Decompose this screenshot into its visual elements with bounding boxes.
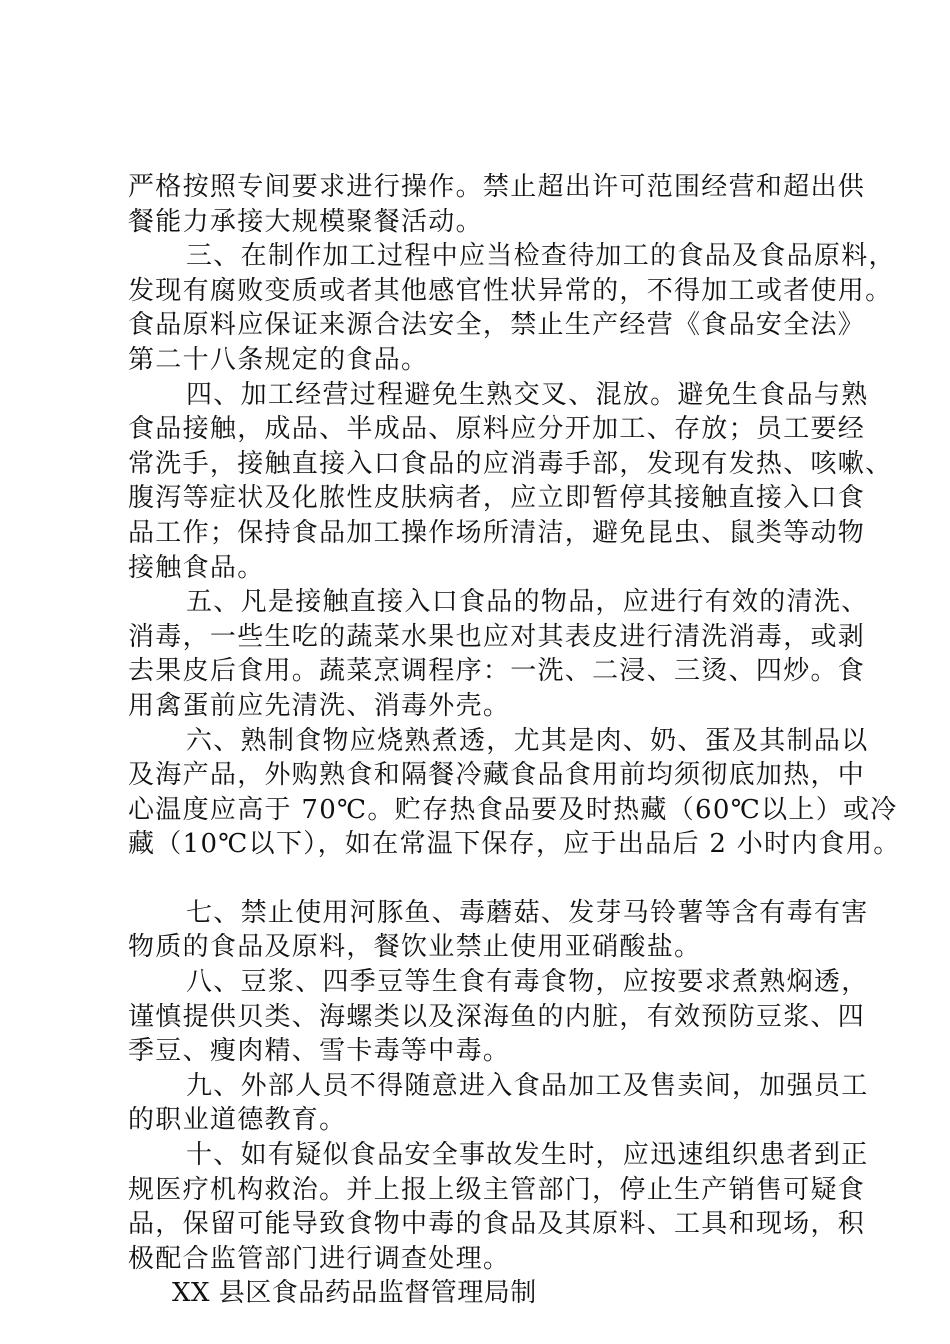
paragraph-item-8 bbox=[128, 965, 869, 1069]
paragraph-item-3 bbox=[128, 239, 896, 377]
text-line: 谨慎提供贝类、海螺类以及深海鱼的内脏，有效预防豆浆、四 bbox=[128, 1001, 866, 1032]
text-line: 接触食品。 bbox=[128, 552, 265, 583]
text-line: 九、外部人员不得随意进入食品加工及售卖间，加强员工 bbox=[186, 1070, 869, 1101]
paragraph-item-4 bbox=[128, 378, 893, 586]
text-line: 第二十八条规定的食品。 bbox=[128, 344, 429, 375]
text-line: 去果皮后食用。蔬菜烹调程序：一洗、二浸、三烫、四炒。食 bbox=[128, 656, 866, 687]
text-line: 五、凡是接触直接入口食品的物品，应进行有效的清洗、 bbox=[186, 587, 869, 618]
text-line: 八、豆浆、四季豆等生食有毒食物，应按要求煮熟焖透， bbox=[186, 967, 869, 998]
text-line: 消毒，一些生吃的蔬菜水果也应对其表皮进行清洗消毒，或剥 bbox=[128, 621, 866, 652]
blank-line bbox=[128, 862, 832, 896]
text-line: 的职业道德教育。 bbox=[128, 1105, 347, 1136]
text-line: 常洗手，接触直接入口食品的应消毒手部，发现有发热、咳嗽、 bbox=[128, 448, 893, 479]
text-line: 用禽蛋前应先清洗、消毒外壳。 bbox=[128, 690, 511, 721]
text-line: 餐能力承接大规模聚餐活动。 bbox=[128, 206, 483, 237]
text-line: 季豆、瘦肉精、雪卡毒等中毒。 bbox=[128, 1036, 511, 1067]
paragraph bbox=[128, 170, 866, 239]
text-line: 藏（10℃以下），如在常温下保存，应于出品后 2 小时内食用。 bbox=[128, 829, 901, 860]
text-line: 极配合监管部门进行调查处理。 bbox=[128, 1243, 511, 1274]
paragraph-item-6 bbox=[128, 724, 901, 862]
text-line: 品，保留可能导致食物中毒的食品及其原料、工具和现场，积 bbox=[128, 1209, 866, 1240]
paragraph-item-9 bbox=[128, 1069, 869, 1138]
text-line: 品工作；保持食品加工操作场所清洁，避免昆虫、鼠类等动物 bbox=[128, 517, 866, 548]
text-line: 发现有腐败变质或者其他感官性状异常的，不得加工或者使用。 bbox=[128, 275, 893, 306]
text-line: 三、在制作加工过程中应当检查待加工的食品及食品原料， bbox=[186, 241, 896, 272]
text-line: 物质的食品及原料，餐饮业禁止使用亚硝酸盐。 bbox=[128, 932, 702, 963]
text-line: 心温度应高于 70℃。贮存热食品要及时热藏（60℃以上）或冷 bbox=[128, 794, 898, 825]
paragraph-item-10 bbox=[128, 1138, 869, 1276]
text-line: 六、熟制食物应烧熟煮透，尤其是肉、奶、蛋及其制品以 bbox=[186, 725, 869, 756]
paragraph-item-7 bbox=[128, 896, 869, 965]
text-line: 及海产品，外购熟食和隔餐冷藏食品食用前均须彻底加热，中 bbox=[128, 760, 866, 791]
text-line: 七、禁止使用河豚鱼、毒蘑菇、发芽马铃薯等含有毒有害 bbox=[186, 897, 869, 928]
text-line: 四、加工经营过程避免生熟交叉、混放。避免生食品与熟 bbox=[186, 379, 869, 410]
text-line: 食品接触，成品、半成品、原料应分开加工、存放；员工要经 bbox=[128, 414, 866, 445]
text-line: 食品原料应保证来源合法安全，禁止生产经营《食品安全法》 bbox=[128, 310, 866, 341]
text-line: 规医疗机构救治。并上报上级主管部门，停止生产销售可疑食 bbox=[128, 1174, 866, 1205]
text-line: 十、如有疑似食品安全事故发生时，应迅速组织患者到正 bbox=[186, 1140, 869, 1171]
text-line: 严格按照专间要求进行操作。禁止超出许可范围经营和超出供 bbox=[128, 172, 866, 202]
issuer-signature: XX 县区食品药品监督管理局制 bbox=[172, 1278, 537, 1309]
paragraph-item-5 bbox=[128, 585, 869, 723]
document-body bbox=[128, 170, 901, 1311]
text-line: 腹泻等症状及化脓性皮肤病者，应立即暂停其接触直接入口食 bbox=[128, 483, 866, 514]
